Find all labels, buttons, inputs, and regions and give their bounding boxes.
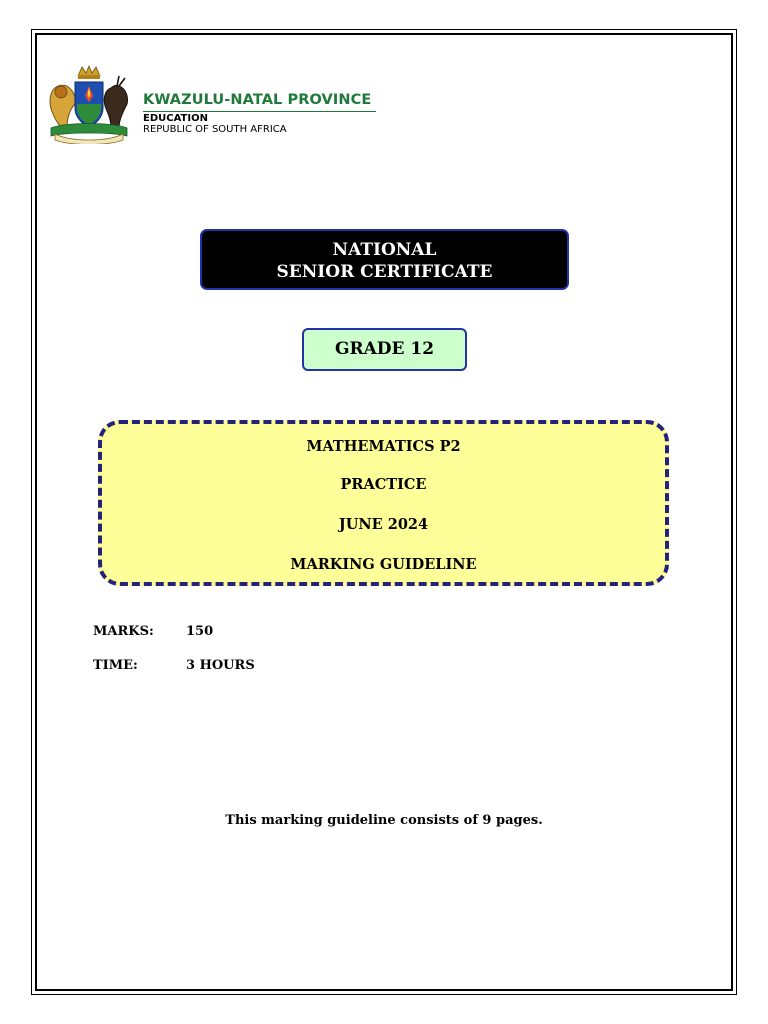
time-value: 3 HOURS [186,658,255,673]
document-type: MARKING GUIDELINE [290,556,477,573]
certificate-title-box [200,229,569,290]
country-name: REPUBLIC OF SOUTH AFRICA [143,124,287,135]
paper-info-box [98,420,669,586]
province-name: KWAZULU-NATAL PROVINCE [143,92,372,108]
paper-type: PRACTICE [340,476,427,493]
marks-label: MARKS: [93,624,154,639]
certificate-title-line1: NATIONAL [332,240,437,260]
grade-badge: GRADE 12 [302,328,467,371]
province-underline [143,111,376,112]
department-name: EDUCATION [143,113,208,124]
time-label: TIME: [93,658,138,673]
certificate-title-line2: SENIOR CERTIFICATE [276,262,493,282]
exam-session: JUNE 2024 [338,516,429,533]
marks-value: 150 [186,624,214,639]
page-count-note: This marking guideline consists of 9 pages. [225,813,543,828]
coat-of-arms-icon [45,64,133,144]
subject-title: MATHEMATICS P2 [306,438,461,455]
